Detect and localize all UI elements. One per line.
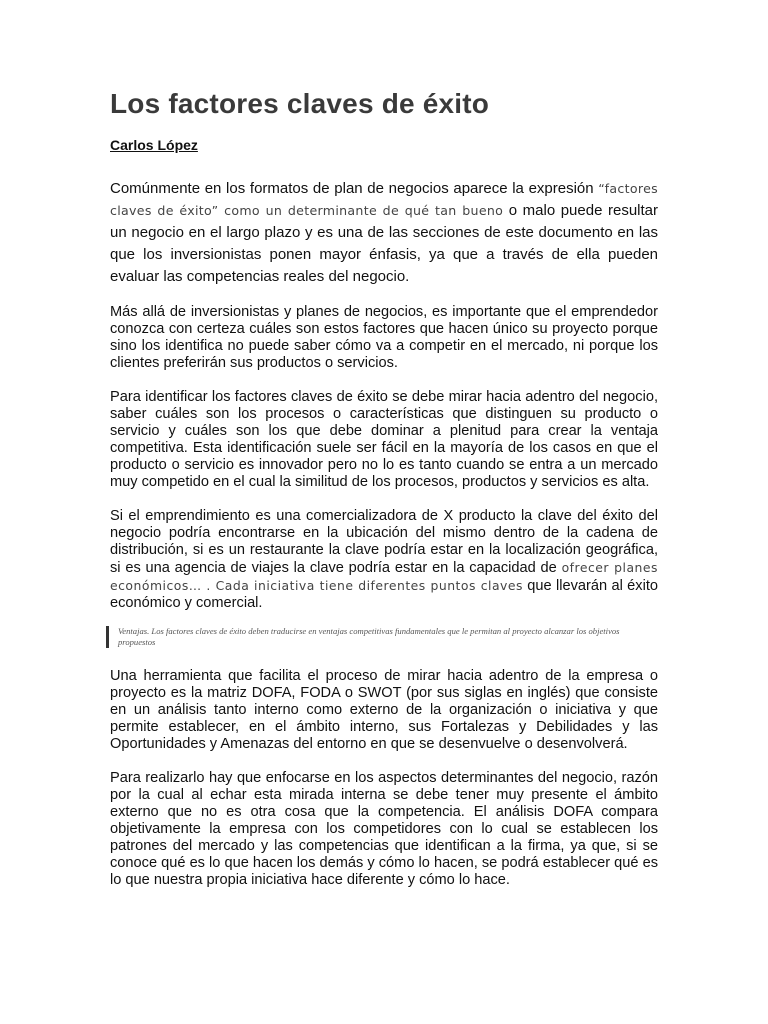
caption-bar	[106, 626, 109, 648]
author-name: Carlos López	[110, 137, 198, 153]
paragraph-dofa-matrix: Una herramienta que facilita el proceso de mirar hacia adentro de la empresa o proyecto es la matriz DOFA, FODA o SWOT (por sus siglas en inglés) que consiste en un análisis tanto interno como externo de la organización o iniciativa y que permite establecer, en el ámbito interno, sus Fortalezas y Debilidades y las Oportunidades y Amenazas del entorno en que se desenvuelve o desenvolverá.	[110, 668, 658, 752]
paragraph-intro-text-c: o malo puede resultar un negocio en el largo plazo y es una de las secciones de este documento en las que los inversionistas ponen mayor énfasis, ya que a través de ella pueden evaluar las competencias reales del negocio.	[110, 202, 658, 285]
paragraph-examples-spaced-phrase: ofrecer planes económicos… . Cada iniciativa tiene diferentes puntos claves	[110, 560, 658, 593]
paragraph-intro-quoted-phrase: “factores claves de éxito” como un determinante de qué tan bueno	[110, 181, 658, 218]
paragraph-investors: Más allá de inversionistas y planes de negocios, es importante que el emprendedor conozca con certeza cuáles son estos factores que hacen único su proyecto porque sino los identifica no puede saber cómo va a competir en el mercado, ni porque los clientes preferirán sus productos o servicios.	[110, 304, 658, 371]
paragraph-competition: Para realizarlo hay que enfocarse en los aspectos determinantes del negocio, razón por la cual al echar esta mirada interna se debe tener muy presente el ámbito externo que no es otra cosa que la competencia. El análisis DOFA compara objetivamente la empresa con los competidores con lo cual se establecen los patrones del mercado y las competencias que identifican a la firma, ya que, si se conoce qué es lo que hacen los demás y cómo lo hacen, se podrá establecer qué es lo que nuestra propia iniciativa hace diferente y cómo lo hace.	[110, 770, 658, 888]
caption-text: Ventajas. Los factores claves de éxito deben traducirse en ventajas competitivas fundamentales que le permitan al proyecto alcanzar los objetivos propuestos	[118, 626, 620, 647]
image-caption	[110, 626, 658, 648]
paragraph-examples	[110, 508, 658, 612]
paragraph-examples-text-c: que llevarán al éxito económico y comercial.	[110, 578, 658, 611]
paragraph-intro	[110, 178, 658, 288]
paragraph-examples-text-a: Si el emprendimiento es una comercializadora de X producto la clave del éxito del negocio podría encontrarse en la ubicación del mismo dentro de la cadena de distribución, si es un restaurante la clave podría estar en la localización geográfica, si es una agencia de viajes la clave podría estar en la capacidad de	[110, 508, 658, 576]
paragraph-identify-factors: Para identificar los factores claves de éxito se debe mirar hacia adentro del negocio, saber cuáles son los procesos o características que distinguen su producto o servicio y cuáles son los que debe dominar a plenitud para crear la ventaja competitiva. Esta identificación suele ser fácil en la mayoría de los casos en que el producto o servicio es innovador pero no lo es tanto cuando se entra a un mercado muy competido en el cual la similitud de los procesos, productos y servicios es alta.	[110, 389, 658, 490]
paragraph-intro-text-a: Comúnmente en los formatos de plan de negocios aparece la expresión	[110, 180, 599, 197]
article-title: Los factores claves de éxito	[110, 88, 490, 119]
